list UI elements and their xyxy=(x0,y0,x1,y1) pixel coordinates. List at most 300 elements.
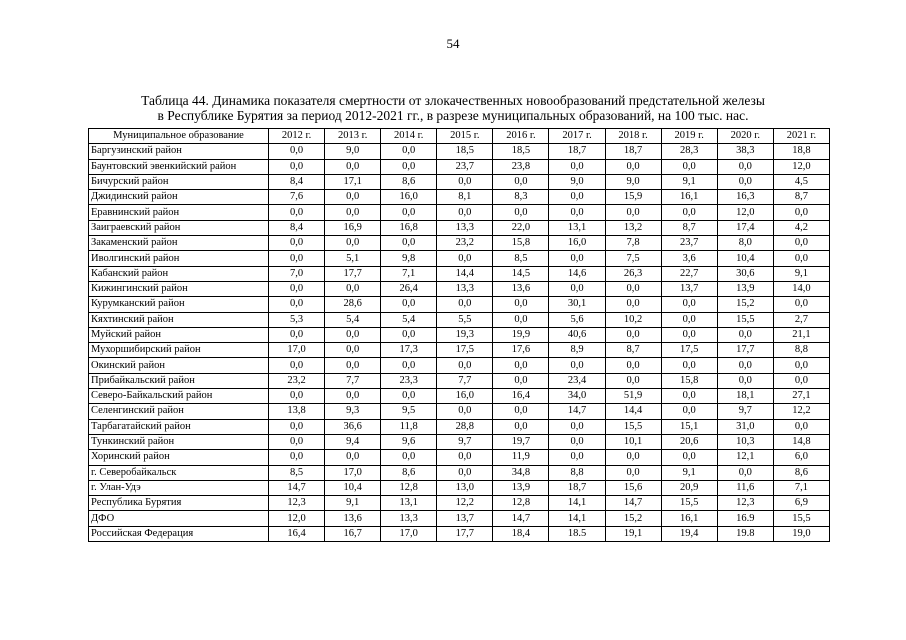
table-row xyxy=(89,327,830,342)
value-cell: 12,0 xyxy=(773,159,829,174)
value-cell: 9,0 xyxy=(325,144,381,159)
value-cell: 0,0 xyxy=(717,174,773,189)
value-cell: 20,6 xyxy=(661,434,717,449)
value-cell: 17,7 xyxy=(325,266,381,281)
value-cell: 0,0 xyxy=(381,389,437,404)
value-cell: 17,0 xyxy=(381,526,437,541)
value-cell: 18,8 xyxy=(773,144,829,159)
value-cell: 18,5 xyxy=(437,144,493,159)
value-cell: 34,0 xyxy=(549,389,605,404)
value-cell: 17,6 xyxy=(493,343,549,358)
region-name-cell: Закаменский район xyxy=(89,236,269,251)
value-cell: 9,8 xyxy=(381,251,437,266)
column-header-year: 2020 г. xyxy=(717,129,773,144)
value-cell: 3,6 xyxy=(661,251,717,266)
value-cell: 7,8 xyxy=(605,236,661,251)
value-cell: 0,0 xyxy=(269,144,325,159)
value-cell: 13,8 xyxy=(269,404,325,419)
value-cell: 8,7 xyxy=(605,343,661,358)
value-cell: 0,0 xyxy=(381,144,437,159)
value-cell: 7,0 xyxy=(269,266,325,281)
value-cell: 14,1 xyxy=(549,511,605,526)
value-cell: 16,1 xyxy=(661,511,717,526)
value-cell: 14,8 xyxy=(773,434,829,449)
value-cell: 18,7 xyxy=(549,144,605,159)
value-cell: 9,4 xyxy=(325,434,381,449)
value-cell: 38,3 xyxy=(717,144,773,159)
region-name-cell: Республика Бурятия xyxy=(89,496,269,511)
value-cell: 0,0 xyxy=(325,281,381,296)
value-cell: 13,9 xyxy=(493,480,549,495)
value-cell: 0,0 xyxy=(269,236,325,251)
value-cell: 0,0 xyxy=(549,251,605,266)
value-cell: 15,5 xyxy=(717,312,773,327)
value-cell: 13,7 xyxy=(437,511,493,526)
table-row xyxy=(89,526,830,541)
value-cell: 14,4 xyxy=(605,404,661,419)
value-cell: 8,1 xyxy=(437,190,493,205)
value-cell: 13,0 xyxy=(437,480,493,495)
value-cell: 12,3 xyxy=(717,496,773,511)
value-cell: 12,2 xyxy=(437,496,493,511)
value-cell: 0,0 xyxy=(325,358,381,373)
value-cell: 0,0 xyxy=(437,450,493,465)
value-cell: 9,7 xyxy=(717,404,773,419)
value-cell: 7,5 xyxy=(605,251,661,266)
region-name-cell: ДФО xyxy=(89,511,269,526)
value-cell: 0,0 xyxy=(661,159,717,174)
value-cell: 0,0 xyxy=(437,358,493,373)
value-cell: 0,0 xyxy=(605,465,661,480)
column-header-year: 2021 г. xyxy=(773,129,829,144)
value-cell: 0,0 xyxy=(269,358,325,373)
value-cell: 8,6 xyxy=(381,174,437,189)
value-cell: 16,4 xyxy=(269,526,325,541)
value-cell: 15,6 xyxy=(605,480,661,495)
value-cell: 0,0 xyxy=(717,373,773,388)
value-cell: 16,7 xyxy=(325,526,381,541)
value-cell: 13,2 xyxy=(605,220,661,235)
value-cell: 9,7 xyxy=(437,434,493,449)
value-cell: 13,9 xyxy=(717,281,773,296)
value-cell: 10,2 xyxy=(605,312,661,327)
column-header-year: 2015 г. xyxy=(437,129,493,144)
table-row xyxy=(89,266,830,281)
table-row xyxy=(89,480,830,495)
value-cell: 19.8 xyxy=(717,526,773,541)
value-cell: 0,0 xyxy=(549,159,605,174)
value-cell: 16,0 xyxy=(437,389,493,404)
value-cell: 9,1 xyxy=(661,174,717,189)
value-cell: 8,3 xyxy=(493,190,549,205)
value-cell: 0,0 xyxy=(605,358,661,373)
value-cell: 14,4 xyxy=(437,266,493,281)
value-cell: 5,3 xyxy=(269,312,325,327)
value-cell: 7,7 xyxy=(325,373,381,388)
value-cell: 0,0 xyxy=(269,297,325,312)
value-cell: 16,9 xyxy=(325,220,381,235)
value-cell: 22,0 xyxy=(493,220,549,235)
value-cell: 0,0 xyxy=(325,327,381,342)
value-cell: 26,3 xyxy=(605,266,661,281)
region-name-cell: Баунтовский эвенкийский район xyxy=(89,159,269,174)
mortality-table xyxy=(88,128,830,542)
region-name-cell: Джидинский район xyxy=(89,190,269,205)
value-cell: 17,7 xyxy=(437,526,493,541)
value-cell: 5,6 xyxy=(549,312,605,327)
value-cell: 11,9 xyxy=(493,450,549,465)
value-cell: 0,0 xyxy=(661,358,717,373)
value-cell: 0,0 xyxy=(773,236,829,251)
value-cell: 10,1 xyxy=(605,434,661,449)
value-cell: 0,0 xyxy=(605,281,661,296)
value-cell: 0,0 xyxy=(269,327,325,342)
value-cell: 0,0 xyxy=(549,205,605,220)
caption-line-2: в Республике Бурятия за период 2012-2021 гг., в разрезе муниципальных образований, на 100 тыс. нас. xyxy=(157,108,749,123)
table-row xyxy=(89,236,830,251)
value-cell: 14,5 xyxy=(493,266,549,281)
value-cell: 16,4 xyxy=(493,389,549,404)
value-cell: 14,7 xyxy=(605,496,661,511)
value-cell: 0,0 xyxy=(549,358,605,373)
value-cell: 0,0 xyxy=(381,358,437,373)
value-cell: 0,0 xyxy=(269,205,325,220)
value-cell: 18,7 xyxy=(549,480,605,495)
value-cell: 0,0 xyxy=(269,419,325,434)
column-header-year: 2018 г. xyxy=(605,129,661,144)
value-cell: 7,1 xyxy=(773,480,829,495)
value-cell: 16,0 xyxy=(381,190,437,205)
value-cell: 0,0 xyxy=(661,297,717,312)
region-name-cell: Баргузинский район xyxy=(89,144,269,159)
table-row xyxy=(89,220,830,235)
table-row xyxy=(89,404,830,419)
value-cell: 0,0 xyxy=(661,327,717,342)
table-row xyxy=(89,251,830,266)
value-cell: 51,9 xyxy=(605,389,661,404)
value-cell: 0,0 xyxy=(549,450,605,465)
value-cell: 8,5 xyxy=(493,251,549,266)
value-cell: 0,0 xyxy=(717,327,773,342)
value-cell: 23,2 xyxy=(437,236,493,251)
value-cell: 5,5 xyxy=(437,312,493,327)
value-cell: 9,1 xyxy=(325,496,381,511)
value-cell: 2,7 xyxy=(773,312,829,327)
region-name-cell: г. Северобайкальск xyxy=(89,465,269,480)
value-cell: 14,7 xyxy=(493,511,549,526)
region-name-cell: Прибайкальский район xyxy=(89,373,269,388)
value-cell: 13,7 xyxy=(661,281,717,296)
value-cell: 31,0 xyxy=(717,419,773,434)
value-cell: 17,0 xyxy=(269,343,325,358)
value-cell: 5,4 xyxy=(325,312,381,327)
table-header-row xyxy=(89,129,830,144)
value-cell: 23,7 xyxy=(661,236,717,251)
value-cell: 12,8 xyxy=(493,496,549,511)
page-number: 54 xyxy=(446,36,460,51)
column-header-year: 2014 г. xyxy=(381,129,437,144)
value-cell: 0,0 xyxy=(325,159,381,174)
value-cell: 19,0 xyxy=(773,526,829,541)
region-name-cell: Окинский район xyxy=(89,358,269,373)
value-cell: 0,0 xyxy=(325,343,381,358)
value-cell: 0,0 xyxy=(381,327,437,342)
value-cell: 17,7 xyxy=(717,343,773,358)
value-cell: 0,0 xyxy=(381,159,437,174)
value-cell: 19,7 xyxy=(493,434,549,449)
value-cell: 15,5 xyxy=(605,419,661,434)
region-name-cell: Селенгинский район xyxy=(89,404,269,419)
value-cell: 7,1 xyxy=(381,266,437,281)
value-cell: 18,4 xyxy=(493,526,549,541)
value-cell: 18,5 xyxy=(493,144,549,159)
value-cell: 34,8 xyxy=(493,465,549,480)
value-cell: 28,8 xyxy=(437,419,493,434)
value-cell: 16,8 xyxy=(381,220,437,235)
value-cell: 12,8 xyxy=(381,480,437,495)
value-cell: 12,3 xyxy=(269,496,325,511)
value-cell: 17,0 xyxy=(325,465,381,480)
value-cell: 5,4 xyxy=(381,312,437,327)
table-row xyxy=(89,343,830,358)
value-cell: 13,1 xyxy=(381,496,437,511)
value-cell: 9,1 xyxy=(661,465,717,480)
value-cell: 27,1 xyxy=(773,389,829,404)
value-cell: 19,9 xyxy=(493,327,549,342)
value-cell: 8,6 xyxy=(381,465,437,480)
table-caption xyxy=(0,93,906,123)
value-cell: 36,6 xyxy=(325,419,381,434)
value-cell: 15,8 xyxy=(493,236,549,251)
column-header-year: 2016 г. xyxy=(493,129,549,144)
value-cell: 5,1 xyxy=(325,251,381,266)
value-cell: 9,5 xyxy=(381,404,437,419)
value-cell: 8,5 xyxy=(269,465,325,480)
value-cell: 13,6 xyxy=(493,281,549,296)
value-cell: 23,3 xyxy=(381,373,437,388)
table-row xyxy=(89,358,830,373)
value-cell: 15,2 xyxy=(717,297,773,312)
value-cell: 0,0 xyxy=(661,404,717,419)
value-cell: 8,7 xyxy=(773,190,829,205)
table-row xyxy=(89,465,830,480)
table-row xyxy=(89,434,830,449)
value-cell: 0,0 xyxy=(493,174,549,189)
table-row xyxy=(89,389,830,404)
table-row xyxy=(89,312,830,327)
region-name-cell: Иволгинский район xyxy=(89,251,269,266)
value-cell: 10,4 xyxy=(325,480,381,495)
value-cell: 13,1 xyxy=(549,220,605,235)
value-cell: 0,0 xyxy=(269,159,325,174)
region-name-cell: Муйский район xyxy=(89,327,269,342)
table-row xyxy=(89,511,830,526)
value-cell: 0,0 xyxy=(605,450,661,465)
value-cell: 0,0 xyxy=(605,205,661,220)
value-cell: 12,2 xyxy=(773,404,829,419)
value-cell: 0,0 xyxy=(325,236,381,251)
value-cell: 4,2 xyxy=(773,220,829,235)
region-name-cell: Кижингинский район xyxy=(89,281,269,296)
value-cell: 0,0 xyxy=(381,297,437,312)
value-cell: 18,1 xyxy=(717,389,773,404)
column-header-year: 2019 г. xyxy=(661,129,717,144)
value-cell: 8,8 xyxy=(773,343,829,358)
value-cell: 9,3 xyxy=(325,404,381,419)
value-cell: 0,0 xyxy=(605,159,661,174)
value-cell: 14,7 xyxy=(269,480,325,495)
region-name-cell: Мухоршибирский район xyxy=(89,343,269,358)
region-name-cell: Кабанский район xyxy=(89,266,269,281)
value-cell: 0,0 xyxy=(605,327,661,342)
region-name-cell: Курумканский район xyxy=(89,297,269,312)
value-cell: 0,0 xyxy=(661,312,717,327)
region-name-cell: Тункинский район xyxy=(89,434,269,449)
value-cell: 18.5 xyxy=(549,526,605,541)
value-cell: 0,0 xyxy=(549,434,605,449)
value-cell: 17,5 xyxy=(661,343,717,358)
value-cell: 10,3 xyxy=(717,434,773,449)
value-cell: 0,0 xyxy=(381,236,437,251)
value-cell: 0,0 xyxy=(437,297,493,312)
value-cell: 0,0 xyxy=(269,450,325,465)
value-cell: 20,9 xyxy=(661,480,717,495)
table-row xyxy=(89,450,830,465)
value-cell: 8,4 xyxy=(269,174,325,189)
value-cell: 0,0 xyxy=(437,205,493,220)
region-name-cell: г. Улан-Удэ xyxy=(89,480,269,495)
value-cell: 0,0 xyxy=(325,389,381,404)
caption-line-1: Таблица 44. Динамика показателя смертности от злокачественных новообразований предстательной железы xyxy=(141,93,765,108)
value-cell: 19,3 xyxy=(437,327,493,342)
value-cell: 18,7 xyxy=(605,144,661,159)
value-cell: 4,5 xyxy=(773,174,829,189)
value-cell: 11,8 xyxy=(381,419,437,434)
value-cell: 12,0 xyxy=(269,511,325,526)
value-cell: 14,1 xyxy=(549,496,605,511)
value-cell: 0,0 xyxy=(717,465,773,480)
value-cell: 15,1 xyxy=(661,419,717,434)
value-cell: 28,6 xyxy=(325,297,381,312)
value-cell: 22,7 xyxy=(661,266,717,281)
value-cell: 12,1 xyxy=(717,450,773,465)
value-cell: 11,6 xyxy=(717,480,773,495)
table-row xyxy=(89,419,830,434)
value-cell: 16.9 xyxy=(717,511,773,526)
value-cell: 0,0 xyxy=(493,205,549,220)
value-cell: 9,6 xyxy=(381,434,437,449)
value-cell: 13,3 xyxy=(437,220,493,235)
value-cell: 8,7 xyxy=(661,220,717,235)
value-cell: 0,0 xyxy=(437,404,493,419)
value-cell: 0,0 xyxy=(549,190,605,205)
value-cell: 0,0 xyxy=(661,450,717,465)
region-name-cell: Кяхтинский район xyxy=(89,312,269,327)
value-cell: 0,0 xyxy=(381,450,437,465)
value-cell: 15,8 xyxy=(661,373,717,388)
column-header-year: 2017 г. xyxy=(549,129,605,144)
region-name-cell: Еравнинский район xyxy=(89,205,269,220)
value-cell: 0,0 xyxy=(325,205,381,220)
value-cell: 7,7 xyxy=(437,373,493,388)
value-cell: 16,3 xyxy=(717,190,773,205)
column-header-year: 2013 г. xyxy=(325,129,381,144)
value-cell: 8,6 xyxy=(773,465,829,480)
value-cell: 13,3 xyxy=(381,511,437,526)
value-cell: 19,1 xyxy=(605,526,661,541)
value-cell: 17,4 xyxy=(717,220,773,235)
value-cell: 8,8 xyxy=(549,465,605,480)
value-cell: 23,8 xyxy=(493,159,549,174)
value-cell: 0,0 xyxy=(493,358,549,373)
value-cell: 0,0 xyxy=(661,389,717,404)
value-cell: 40,6 xyxy=(549,327,605,342)
value-cell: 0,0 xyxy=(325,190,381,205)
table-row xyxy=(89,373,830,388)
value-cell: 15,5 xyxy=(773,511,829,526)
value-cell: 0,0 xyxy=(437,465,493,480)
value-cell: 13,6 xyxy=(325,511,381,526)
value-cell: 0,0 xyxy=(549,281,605,296)
value-cell: 23,2 xyxy=(269,373,325,388)
table-row xyxy=(89,159,830,174)
value-cell: 0,0 xyxy=(717,358,773,373)
value-cell: 14,0 xyxy=(773,281,829,296)
table-row xyxy=(89,496,830,511)
value-cell: 0,0 xyxy=(549,419,605,434)
value-cell: 0,0 xyxy=(717,159,773,174)
value-cell: 15,9 xyxy=(605,190,661,205)
value-cell: 8,4 xyxy=(269,220,325,235)
value-cell: 9,0 xyxy=(549,174,605,189)
value-cell: 0,0 xyxy=(437,251,493,266)
value-cell: 0,0 xyxy=(773,251,829,266)
value-cell: 0,0 xyxy=(269,251,325,266)
value-cell: 0,0 xyxy=(773,205,829,220)
value-cell: 14,7 xyxy=(549,404,605,419)
value-cell: 17,3 xyxy=(381,343,437,358)
value-cell: 0,0 xyxy=(493,404,549,419)
value-cell: 0,0 xyxy=(493,312,549,327)
value-cell: 0,0 xyxy=(437,174,493,189)
value-cell: 0,0 xyxy=(605,373,661,388)
value-cell: 14,6 xyxy=(549,266,605,281)
value-cell: 10,4 xyxy=(717,251,773,266)
value-cell: 17,5 xyxy=(437,343,493,358)
value-cell: 16,1 xyxy=(661,190,717,205)
value-cell: 0,0 xyxy=(773,297,829,312)
value-cell: 0,0 xyxy=(773,373,829,388)
table-row xyxy=(89,174,830,189)
value-cell: 0,0 xyxy=(269,389,325,404)
value-cell: 0,0 xyxy=(773,419,829,434)
value-cell: 0,0 xyxy=(269,434,325,449)
value-cell: 15,2 xyxy=(605,511,661,526)
table-row xyxy=(89,190,830,205)
value-cell: 6,0 xyxy=(773,450,829,465)
table-row xyxy=(89,144,830,159)
value-cell: 0,0 xyxy=(605,297,661,312)
value-cell: 6,9 xyxy=(773,496,829,511)
value-cell: 15,5 xyxy=(661,496,717,511)
value-cell: 21,1 xyxy=(773,327,829,342)
region-name-cell: Северо-Байкальский район xyxy=(89,389,269,404)
value-cell: 17,1 xyxy=(325,174,381,189)
table-row xyxy=(89,281,830,296)
value-cell: 30,1 xyxy=(549,297,605,312)
table-row xyxy=(89,205,830,220)
region-name-cell: Тарбагатайский район xyxy=(89,419,269,434)
